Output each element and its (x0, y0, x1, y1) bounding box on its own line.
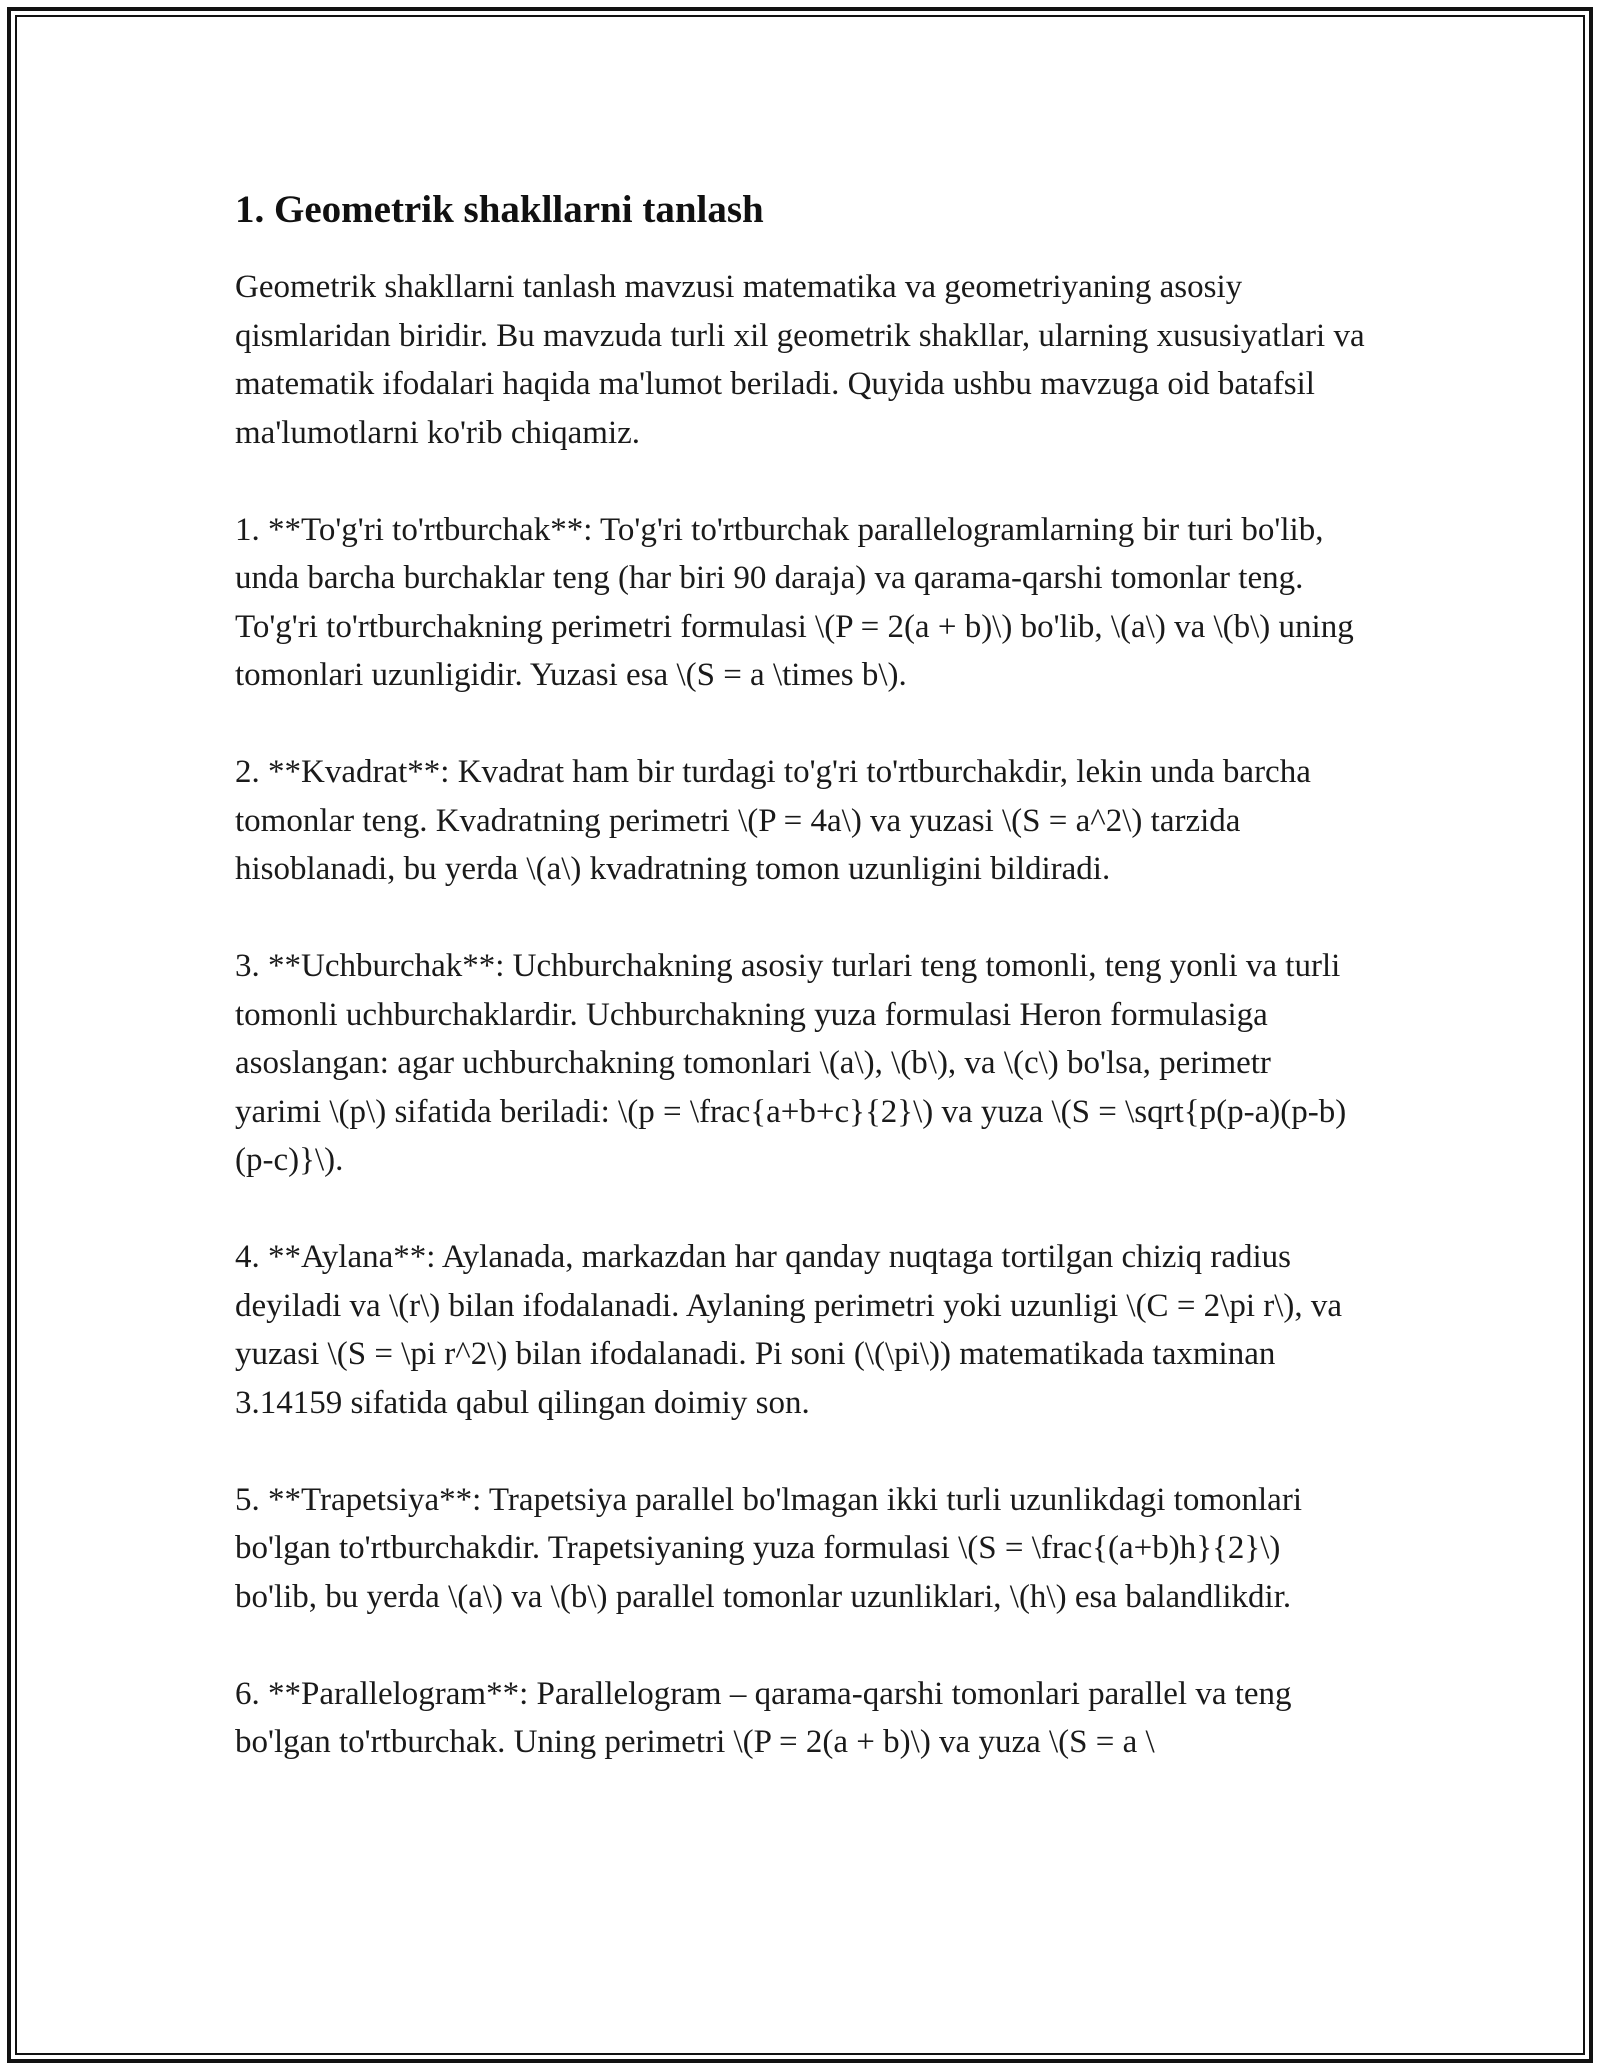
rectangle-paragraph: 1. **To'g'ri to'rtburchak**: To'g'ri to'rtburchak parallelogramlarning bir turi bo'lib, unda barcha burchaklar teng (har biri 90 daraja) va qarama-qarshi tomonlar teng. To'g'ri to'rtburchakning perimetri formulasi \(P = 2(a + b)\) bo'lib, \(a\) va \(b\) uning tomonlari uzunligidir. Yuzasi esa \(S = a \times b\). (235, 511, 1354, 693)
intro-paragraph: Geometrik shakllarni tanlash mavzusi matematika va geometriyaning asosiy qismlaridan biridir. Bu mavzuda turli xil geometrik shakllar, ularning xususiyatlari va matematik ifodalari haqida ma'lumot beriladi. Quyida ushbu mavzuga oid batafsil ma'lumotlarni ko'rib chiqamiz. (235, 269, 1365, 451)
document-body (235, 185, 1365, 1815)
square-paragraph: 2. **Kvadrat**: Kvadrat ham bir turdagi to'g'ri to'rtburchakdir, lekin unda barcha tomonlar teng. Kvadratning perimetri \(P = 4a\) va yuzasi \(S = a^2\) tarzida hisoblanadi, bu yerda \(a\) kvadratning tomon uzunligini bildiradi. (235, 754, 1311, 887)
triangle-paragraph: 3. **Uchburchak**: Uchburchakning asosiy turlari teng tomonli, teng yonli va turli tomonli uchburchaklardir. Uchburchakning yuza formulasi Heron formulasiga asoslangan: agar uchburchakning tomonlari \(a\), \(b\), va \(c\) bo'lsa, perimetr yarimi \(p\) sifatida beriladi: \(p = \frac{a+b+c}{2}\) va yuza \(S = \sqrt{p(p-a)(p-b)(p-c)}\). (235, 948, 1347, 1178)
document-title: 1. Geometrik shakllarni tanlash (235, 188, 764, 231)
parallelogram-paragraph: 6. **Parallelogram**: Parallelogram – qarama-qarshi tomonlari parallel va teng bo'lgan to'rtburchak. Uning perimetri \(P = 2(a + b)\) va yuza \(S = a \ (235, 1675, 1292, 1760)
trapezoid-paragraph: 5. **Trapetsiya**: Trapetsiya parallel bo'lmagan ikki turli uzunlikdagi tomonlari bo'lgan to'rtburchakdir. Trapetsiyaning yuza formulasi \(S = \frac{(a+b)h}{2}\) bo'lib, bu yerda \(a\) va \(b\) parallel tomonlar uzunliklari, \(h\) esa balandlikdir. (235, 1481, 1302, 1615)
circle-paragraph: 4. **Aylana**: Aylanada, markazdan har qanday nuqtaga tortilgan chiziq radius deyiladi va \(r\) bilan ifodalanadi. Aylaning perimetri yoki uzunligi \(C = 2\pi r\), va yuzasi \(S = \pi r^2\) bilan ifodalanadi. Pi soni (\(\pi\)) matematikada taxminan 3.14159 sifatida qabul qilingan doimiy son. (235, 1239, 1343, 1421)
